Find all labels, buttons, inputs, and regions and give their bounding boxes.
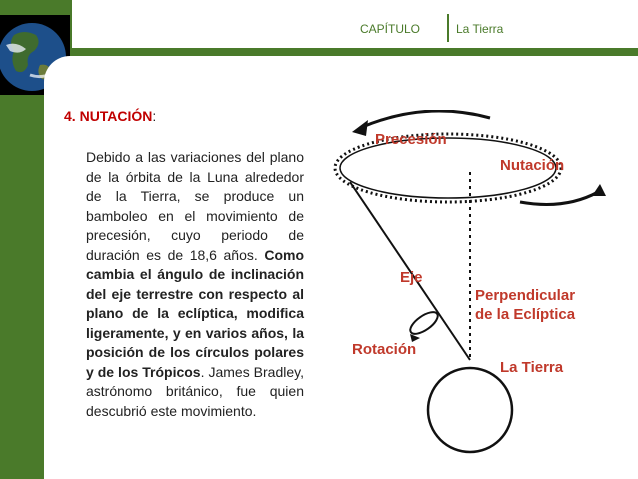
nutation-arrow: [520, 192, 598, 204]
body-paragraph: [86, 148, 304, 421]
nutation-diagram: [330, 110, 630, 460]
body-text-bold: Como cambia el ángulo de inclinación del eje terrestre con respecto al plano de la eclíptica, modifica ligeramente, y en varios años, la posición de los círculos polares y de los: [86, 246, 305, 380]
label-eje: Eje: [400, 269, 423, 286]
label-tierra: La Tierra: [500, 359, 564, 376]
label-precesion: Precesión: [375, 131, 447, 148]
chapter-divider: [447, 14, 449, 42]
precession-arrow: [360, 111, 490, 128]
earth-circle: [428, 368, 512, 452]
chapter-name: La Tierra: [456, 22, 504, 36]
body-text-plain: Debido a las variaciones del plano de la órbita de la Luna alrededor de la Tierra, se produce un bamboleo en el movimiento de precesión, cuyo periodo de duración es de 18,6 años.: [86, 149, 304, 263]
section-heading: [64, 108, 156, 124]
label-nutacion: Nutación: [500, 157, 565, 174]
section-title: NUTACIÓN: [79, 108, 153, 124]
section-number: 4.: [64, 108, 76, 124]
body-text-end: . James Bradley, astrónomo británico, fue quien descubrió este movimiento.: [86, 363, 304, 419]
label-perpendicular: Perpendicular: [475, 287, 576, 304]
label-rotacion: Rotación: [352, 341, 417, 358]
chapter-label: CAPÍTULO: [360, 22, 421, 36]
precession-arrow-head: [352, 120, 368, 136]
rotation-ellipse: [407, 308, 441, 338]
body-text-tropicos: Trópicos: [142, 363, 201, 380]
label-ecliptica: de la Eclíptica: [475, 306, 576, 323]
nutation-arrow-head: [592, 184, 606, 196]
section-colon: :: [152, 108, 157, 124]
header-bar: [72, 0, 638, 48]
